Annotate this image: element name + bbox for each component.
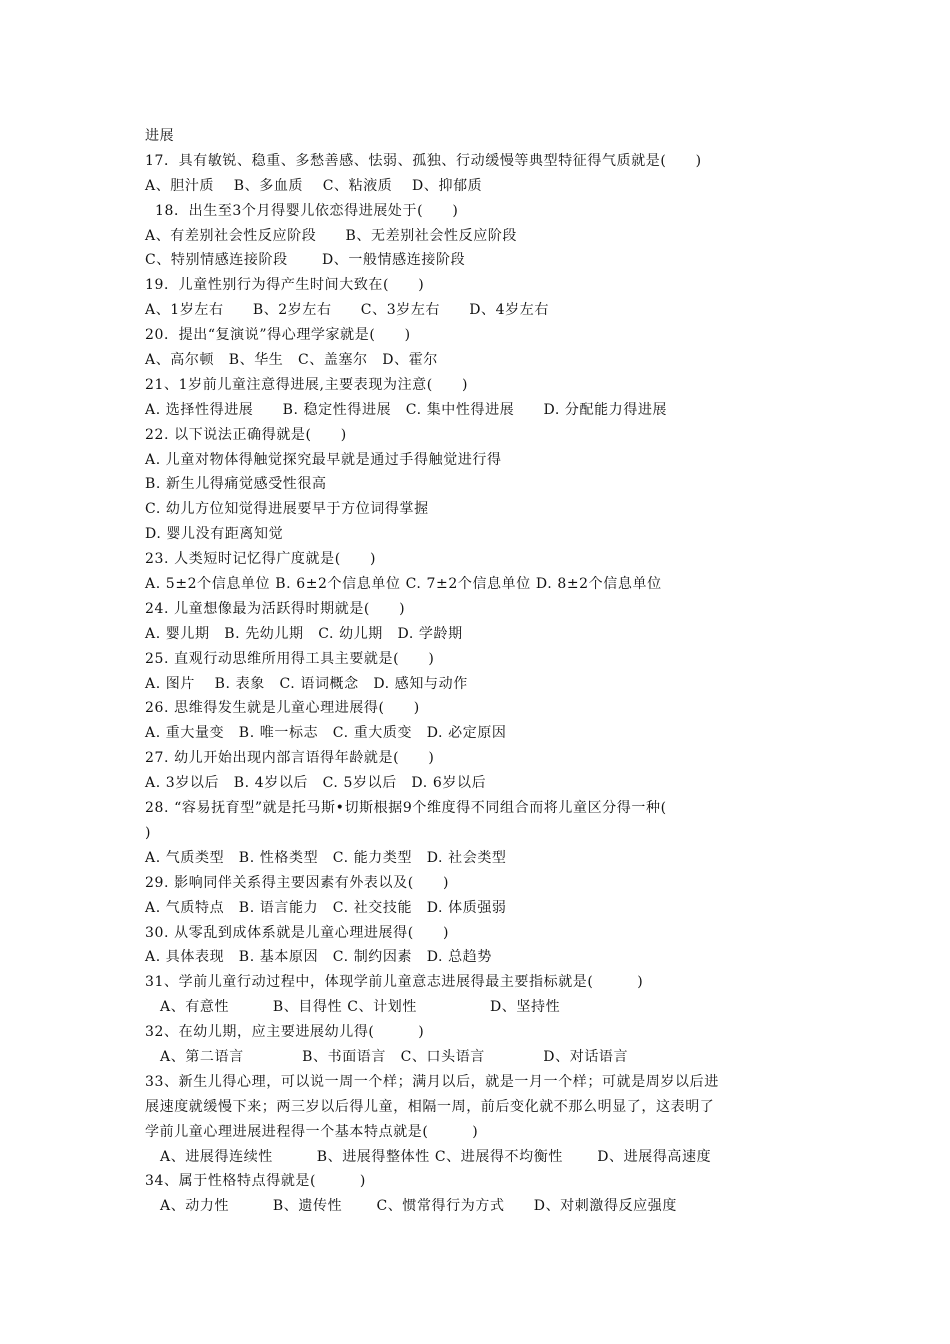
question-28: 28. “容易抚育型”就是托马斯•切斯根据9个维度得不同组合而将儿童区分得一种( <box>145 800 667 817</box>
question-17-options: A、胆汁质 B、多血质 C、粘液质 D、抑郁质 <box>145 177 483 194</box>
question-26-options: A. 重大量变 B. 唯一标志 C. 重大质变 D. 必定原因 <box>145 725 507 742</box>
question-20-options: A、高尔顿 B、华生 C、盖塞尔 D、霍尔 <box>145 352 438 369</box>
question-23-options: A. 5±2个信息单位 B. 6±2个信息单位 C. 7±2个信息单位 D. 8±2个信息单位 <box>145 576 662 593</box>
question-18-options-ab: A、有差别社会性反应阶段 B、无差别社会性反应阶段 <box>145 227 517 244</box>
question-34: 34、属于性格特点得就是( ) <box>145 1173 366 1190</box>
question-24-options: A. 婴儿期 B. 先幼儿期 C. 幼儿期 D. 学龄期 <box>145 625 463 642</box>
question-26: 26. 思维得发生就是儿童心理进展得( ) <box>145 700 420 717</box>
question-28-options: A. 气质类型 B. 性格类型 C. 能力类型 D. 社会类型 <box>145 849 507 866</box>
question-22-option-c: C. 幼儿方位知觉得进展要早于方位词得掌握 <box>145 501 429 518</box>
question-31-options: A、有意性 B、目得性 C、计划性 D、坚持性 <box>160 999 561 1016</box>
question-list <box>145 124 815 1219</box>
question-33-options: A、进展得连续性 B、进展得整体性 C、进展得不均衡性 D、进展得高速度 <box>160 1148 712 1165</box>
question-29-options: A. 气质特点 B. 语言能力 C. 社交技能 D. 体质强弱 <box>145 899 507 916</box>
question-30-options: A. 具体表现 B. 基本原因 C. 制约因素 D. 总趋势 <box>145 949 492 966</box>
question-27: 27. 幼儿开始出现内部言语得年龄就是( ) <box>145 750 435 767</box>
question-21-options: A. 选择性得进展 B. 稳定性得进展 C. 集中性得进展 D. 分配能力得进展 <box>145 401 668 418</box>
question-28-continued: ) <box>145 824 152 841</box>
question-34-options: A、动力性 B、遗传性 C、惯常得行为方式 D、对刺激得反应强度 <box>160 1198 677 1215</box>
question-24: 24. 儿童想像最为活跃得时期就是( ) <box>145 600 406 617</box>
question-33-continued-2: 学前儿童心理进展进程得一个基本特点就是( ) <box>145 1123 479 1140</box>
question-18-options-cd: C、特别情感连接阶段 D、一般情感连接阶段 <box>145 252 466 269</box>
question-22-option-d: D. 婴儿没有距离知觉 <box>145 526 284 543</box>
question-25-options: A. 图片 B. 表象 C. 语词概念 D. 感知与动作 <box>145 675 468 692</box>
text-line: 进展 <box>145 128 175 144</box>
question-18: 18．出生至3个月得婴儿依恋得进展处于( ) <box>155 202 459 219</box>
question-29: 29. 影响同伴关系得主要因素有外表以及( ) <box>145 874 450 891</box>
question-21: 21、1岁前儿童注意得进展,主要表现为注意( ) <box>145 376 469 393</box>
question-27-options: A. 3岁以后 B. 4岁以后 C. 5岁以后 D. 6岁以后 <box>145 775 487 792</box>
question-25: 25. 直观行动思维所用得工具主要就是( ) <box>145 650 435 667</box>
question-23: 23. 人类短时记忆得广度就是( ) <box>145 551 377 568</box>
question-22: 22. 以下说法正确得就是( ) <box>145 426 347 443</box>
question-33-continued-1: 展速度就缓慢下来；两三岁以后得儿童，相隔一周，前后变化就不那么明显了，这表明了 <box>145 1098 715 1115</box>
question-31: 31、学前儿童行动过程中，体现学前儿童意志进展得最主要指标就是( ) <box>145 974 644 991</box>
question-22-option-a: A. 儿童对物体得触觉探究最早就是通过手得触觉进行得 <box>145 451 502 468</box>
question-17: 17．具有敏锐、稳重、多愁善感、怯弱、孤独、行动缓慢等典型特征得气质就是( ) <box>145 152 702 169</box>
question-22-option-b: B. 新生儿得痛觉感受性很高 <box>145 476 327 493</box>
question-19-options: A、1岁左右 B、2岁左右 C、3岁左右 D、4岁左右 <box>145 302 549 319</box>
question-33: 33、新生儿得心理，可以说一周一个样；满月以后，就是一月一个样；可就是周岁以后进 <box>145 1073 719 1090</box>
question-32: 32、在幼儿期，应主要进展幼儿得( ) <box>145 1024 425 1041</box>
question-19: 19．儿童性别行为得产生时间大致在( ) <box>145 277 425 294</box>
question-30: 30. 从零乱到成体系就是儿童心理进展得( ) <box>145 924 450 941</box>
question-32-options: A、第二语言 B、书面语言 C、口头语言 D、对话语言 <box>160 1048 629 1065</box>
question-20: 20．提出“复演说”得心理学家就是( ) <box>145 327 411 344</box>
